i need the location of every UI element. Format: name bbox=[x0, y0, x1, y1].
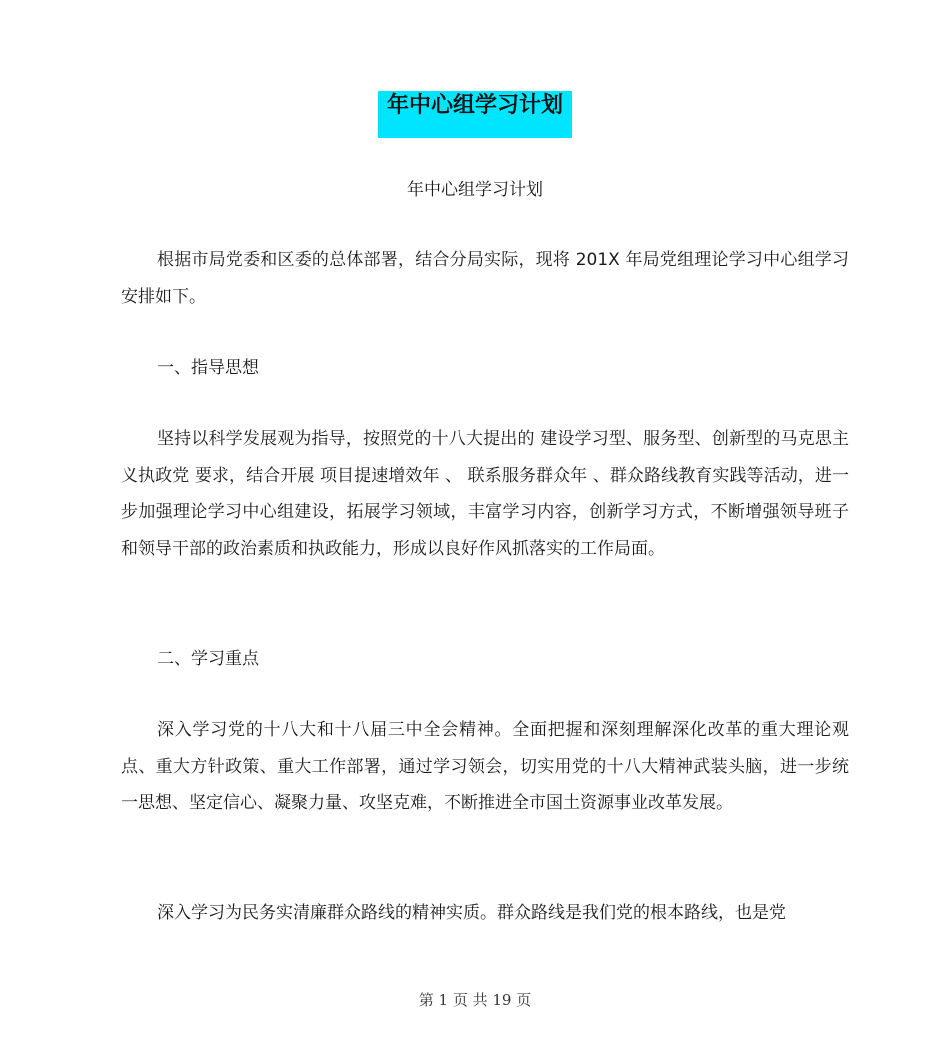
intro-paragraph: 根据市局党委和区委的总体部署，结合分局实际，现将 201X 年局党组理论学习中心组学习安排如下。 bbox=[121, 250, 849, 307]
section-heading-guiding-ideology: 一、指导思想 bbox=[157, 358, 259, 378]
page-number-footer: 第 1 页 共 19 页 bbox=[418, 991, 532, 1009]
document-subtitle: 年中心组学习计划 bbox=[407, 180, 543, 200]
document-title: 年中心组学习计划 bbox=[378, 91, 572, 138]
section2-paragraph-2: 深入学习为民务实清廉群众路线的精神实质。群众路线是我们党的根本路线，也是党 bbox=[157, 903, 786, 923]
section2-paragraph-1: 深入学习党的十八大和十八届三中全会精神。全面把握和深刻理解深化改革的重大理论观点、重大方针政策、重大工作部署，通过学习领会，切实用党的十八大精神武装头脑，进一步统一思想、坚定信心、凝聚力量、攻坚克难，不断推进全市国土资源事业改革发展。 bbox=[121, 720, 849, 814]
section1-paragraph: 坚持以科学发展观为指导，按照党的十八大提出的 建设学习型、服务型、创新型的马克思主义执政党 要求，结合开展 项目提速增效年 、 联系服务群众年 、群众路线教育实践等活动，进一步加强理论学习中心组建设，拓展学习领域，丰富学习内容，创新学习方式，不断增强领导班子和领导干部的政治素质和执政能力，形成以良好作风抓落实的工作局面。 bbox=[121, 429, 849, 559]
section-heading-study-focus: 二、学习重点 bbox=[157, 649, 259, 669]
